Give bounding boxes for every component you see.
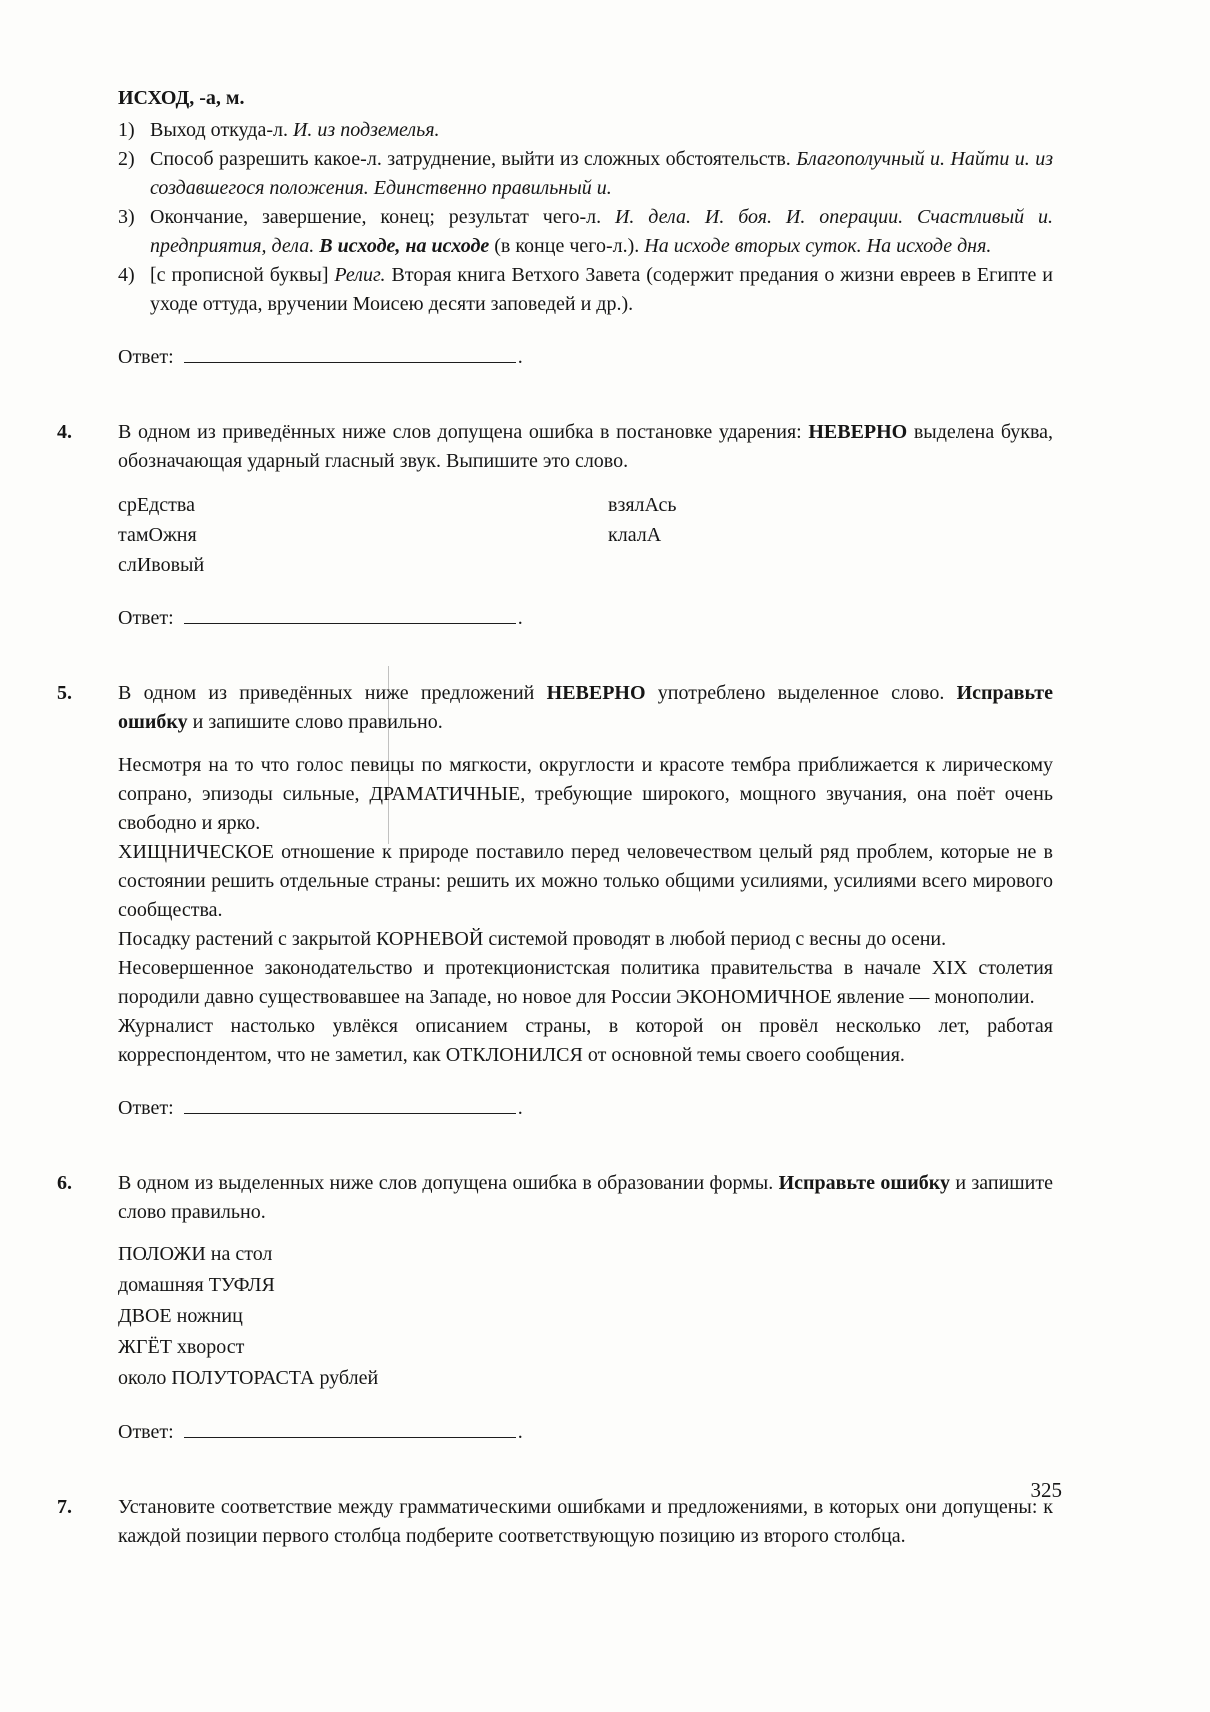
page-number: 325 [1030,1478,1062,1502]
task-intro: В одном из выделенных ниже слов допущена ошибка в образовании формы. Исправьте ошибку и запишите слово правильно. [118,1172,1053,1223]
sense-text: Способ разрешить какое-л. затруднение, выйти из сложных обстоятельств. Благополучный и. Найти и. из создавшегося положения. Единственно правильный и. [150,148,1053,199]
sentence: Несмотря на то что голос певицы по мягкости, округлости и красоте тембра приближается к лирическому сопрано, эпизоды сильные, ДРАМАТИЧНЫЕ, требующие широкого, мощного звучания, она поёт очень свободно и ярко. [118,754,1053,834]
list-item: домашняя ТУФЛЯ [118,1274,275,1296]
task-6 [57,1169,1053,1447]
list-item: ПОЛОЖИ на стол [118,1243,273,1265]
sentence: ХИЩНИЧЕСКОЕ отношение к природе поставило перед человечеством целый ряд проблем, которые не в состоянии решить отдельные страны: решить их можно только общими усилиями, усилиями всего мирового сообщества. [118,841,1053,921]
list-item: около ПОЛУТОРАСТА рублей [118,1367,379,1389]
task-intro: В одном из приведённых ниже предложений НЕВЕРНО употреблено выделенное слово. Исправьте ошибку и запишите слово правильно. [118,682,1053,733]
sentence-list [118,751,1053,1070]
task-body [118,1169,1053,1447]
list-item: ЖГЁТ хворост [118,1336,245,1358]
answer-blank [184,1096,516,1114]
list-item: ДВОЕ ножниц [118,1305,243,1327]
answer-label: Ответ: [118,1097,174,1119]
answer-period: . [517,607,523,629]
task-intro: Установите соответствие между грамматическими ошибками и предложениями, в которых они допущены: к каждой позиции первого столбца подберите соответствующую позицию из второго столбца. [118,1496,1053,1547]
answer-row [118,1094,1053,1123]
task-number: 5. [57,682,72,704]
answer-row [118,604,1053,633]
task-body [118,1493,1053,1551]
task-body [118,418,1053,633]
answer-label: Ответ: [118,1421,174,1443]
sentence: Журналист настолько увлёкся описанием страны, в которой он провёл несколько лет, работая корреспондентом, что не заметил, как ОТКЛОНИЛСЯ от основной темы своего сообщения. [118,1015,1053,1066]
dictionary-sense-2 [118,145,1053,203]
word-form-list [118,1239,1053,1394]
sense-number: 2) [118,148,135,170]
task-5 [57,679,1053,1123]
dictionary-sense-3 [118,203,1053,261]
dictionary-sense-4 [118,261,1053,319]
sense-text: [с прописной буквы] Религ. Вторая книга Ветхого Завета (содержит предания о жизни евреев в Египте и уходе оттуда, вручении Моисею десяти заповедей и др.). [150,264,1053,315]
answer-row [118,343,1053,372]
task-number: 7. [57,1496,72,1518]
sense-number: 1) [118,119,135,141]
task-intro: В одном из приведённых ниже слов допущена ошибка в постановке ударения: НЕВЕРНО выделена буква, обозначающая ударный гласный звук. Выпишите это слово. [118,421,1054,472]
sentence: Несовершенное законодательство и протекционистская политика правительства в начале XIX столетия породили давно существовавшее на Западе, но новое для России ЭКОНОМИЧНОЕ явление — монополии. [118,957,1053,1008]
dictionary-sense-1 [118,116,1053,145]
sense-text: Окончание, завершение, конец; результат чего-л. И. дела. И. боя. И. операции. Счастливый и. предприятия, дела. В исходе, на исходе (в конце чего-л.). На исходе вторых суток. На исходе дня. [150,206,1054,257]
sense-text: Выход откуда-л. И. из подземелья. [150,119,440,141]
word-item: слИвовый [118,554,205,576]
answer-period: . [517,1097,523,1119]
sentence: Посадку растений с закрытой КОРНЕВОЙ системой проводят в любой период с весны до осени. [118,928,947,950]
sense-number: 3) [118,206,135,228]
word-item: тамОжня [118,524,197,546]
task-7 [57,1493,1053,1551]
answer-label: Ответ: [118,346,174,368]
answer-label: Ответ: [118,607,174,629]
task-body [118,679,1053,1123]
word-item-empty [608,550,1053,580]
answer-period: . [517,346,523,368]
dictionary-entry [118,84,1053,372]
word-item: взялАсь [608,494,677,516]
task-number: 6. [57,1172,72,1194]
answer-blank [184,606,516,624]
task-number: 4. [57,421,72,443]
stress-words-grid [118,490,1053,580]
answer-blank [184,345,516,363]
answer-period: . [517,1421,523,1443]
answer-blank [184,1420,516,1438]
word-item: клалА [608,524,662,546]
answer-row [118,1418,1053,1447]
sense-number: 4) [118,264,135,286]
word-item: срЕдства [118,494,195,516]
task-4 [57,418,1053,633]
dictionary-headword: ИСХОД, -а, м. [118,87,245,109]
